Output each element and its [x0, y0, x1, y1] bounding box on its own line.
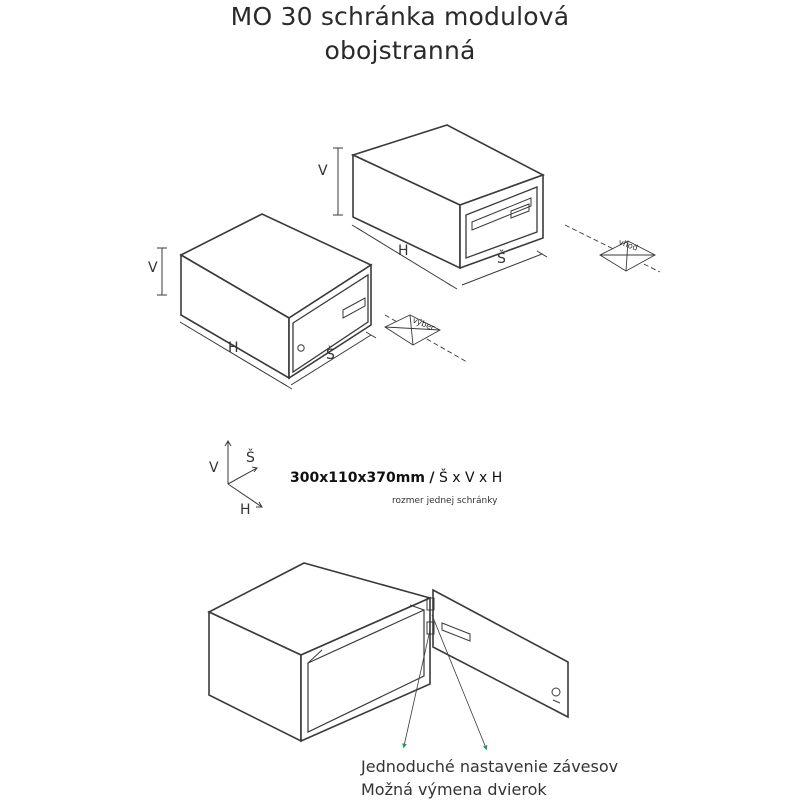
dimensions-note: rozmer jednej schránky — [392, 496, 498, 506]
title-line-1: MO 30 schránka modulová — [230, 2, 570, 31]
dimensions-separator: / — [429, 470, 435, 486]
axis-label-v: V — [209, 460, 219, 476]
insert-letter-icon — [565, 225, 660, 272]
feature-line-2: Možná výmena dvierok — [361, 780, 547, 799]
label-height-middle: V — [148, 260, 158, 276]
dimensions-row — [290, 470, 502, 486]
title-line-2: obojstranná — [324, 36, 476, 65]
label-width-top: Š — [497, 251, 506, 267]
label-height-top: V — [318, 163, 328, 179]
mailbox-open-door — [209, 563, 568, 741]
label-length-top: H — [398, 243, 409, 259]
feature-line-1: Jednoduché nastavenie závesov — [361, 757, 619, 776]
label-retrieve: výber — [411, 315, 436, 333]
label-length-middle: H — [228, 340, 239, 356]
dimensions-value: 300x110x370mm — [290, 470, 425, 486]
dimensions-format: Š x V x H — [438, 470, 503, 486]
label-width-middle: Š — [326, 347, 335, 363]
label-insert: vhod — [617, 237, 639, 253]
axis-icon — [225, 441, 262, 507]
mailbox-insert-side — [353, 125, 543, 268]
axis-label-s: Š — [246, 450, 255, 466]
axis-label-h: H — [240, 502, 251, 518]
